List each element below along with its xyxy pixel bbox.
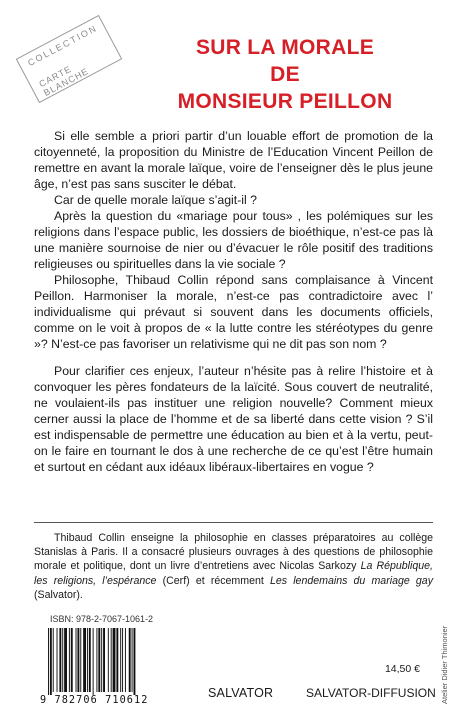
barcode-bar (57, 628, 58, 692)
barcode-bar (69, 628, 70, 692)
title-line-3: MONSIEUR PEILLON (177, 90, 393, 113)
barcode-bar (89, 628, 91, 692)
book-title (148, 34, 422, 115)
barcode-bar (122, 628, 123, 692)
blurb-paragraph-1: Si elle semble a priori partir d’un louable effort de promotion de la citoyenneté, la proposition du Ministre de l’Education Vincent Peillon de remettre en avant la morale laïque, voire de l’enseigner dès le plus jeune âge, n’est pas sans susciter le débat. (34, 129, 433, 191)
bio-book-2: Les lendemains du mariage gay (269, 574, 433, 587)
barcode-digits: 9 782706 710612 (40, 695, 172, 706)
isbn: ISBN: 978-2-7067-1061-2 (50, 614, 154, 624)
bio-text: Thibaud Collin enseigne la philosophie en classes préparatoires au collège Stanislas à Paris. Il a consacré plusieurs ouvrages à des questions de philosophie morale et politique, dont un livre d’entretiens avec Nicolas Sarkozy (34, 532, 433, 573)
blurb-paragraph-4: Philosophe, Thibaud Collin répond sans complaisance à Vincent Peillon. Harmoniser la morale, n’est-ce pas contradictoire avec l’ individualisme qui prévaut si souvent dans les documents officiels, comme on le voit à propos de « la lutte contre les stéréotypes du genre »? N’est-ce pas favoriser un relativisme qui ne dit pas son nom ? (34, 273, 433, 351)
distributor-name: SALVATOR-DIFFUSION (306, 686, 436, 700)
blurb-paragraph-2: Car de quelle morale laïque s’agit-il ? (54, 193, 258, 207)
collection-label: COLLECTION (26, 22, 100, 69)
barcode-bar (62, 628, 63, 692)
price: 14,50 € (384, 663, 420, 675)
bio-publisher-1: (Cerf) et récemment (156, 574, 270, 587)
barcode-bars (46, 628, 164, 698)
barcode-bar (96, 628, 97, 692)
collection-badge (16, 15, 122, 103)
barcode-bar (125, 628, 126, 692)
barcode-bar (59, 628, 61, 692)
barcode-bar (116, 628, 118, 692)
barcode-bar (77, 628, 79, 692)
barcode-bar (64, 628, 67, 692)
blurb-paragraph-5: Pour clarifier ces enjeux, l’auteur n’hésite pas à relire l’histoire et à convoquer les pères fondateurs de la laïcité. Sous couvert de neutralité, ne voulaient-ils pas instituer une religion nouvelle? Comment mieux cerner aussi la place de l’homme et de sa liberté dans cette vision ? S’il est indispensable de permettre une éducation au bien et à la vertu, peut-on le faire en tournant le dos à une recherche de ce qu’est l’être humain et surtout en cédant aux idéaux libéraux-libertaires en vogue ? (34, 364, 433, 474)
bio-book-1: La République, les religions, l’espérance (34, 560, 434, 587)
author-bio-text (34, 531, 433, 602)
barcode-bar (48, 628, 49, 698)
barcode-bar (101, 628, 102, 692)
blurb (34, 128, 433, 475)
design-credit: Atelier Didier Thimonier (440, 625, 449, 704)
barcode-bar (83, 628, 86, 692)
author-bio (34, 531, 433, 602)
barcode-bar (111, 628, 112, 692)
barcode-bar (113, 628, 116, 692)
barcode-bar (120, 628, 121, 692)
barcode-bar (132, 628, 133, 692)
barcode-bar (108, 628, 109, 692)
barcode-bar (76, 628, 77, 692)
barcode-bar (87, 628, 88, 692)
barcode-bar (134, 628, 136, 698)
barcode-bar (50, 628, 52, 698)
title-line-1: SUR LA MORALE (195, 36, 375, 59)
bio-publisher-2: (Salvator). (34, 588, 83, 601)
barcode-bar (129, 628, 131, 692)
publisher-name: SALVATOR (208, 686, 274, 700)
collection-name: CARTE BLANCHE (37, 63, 91, 99)
divider (34, 522, 433, 523)
barcode-bar (98, 628, 100, 692)
blurb-paragraph-3: Après la question du «mariage pour tous» , les polémiques sur les religions dans l’espace public, les dossiers de bioéthique, n’est-ce pas là une manière sournoise de nier ou d’évacuer le rôle positif des traditions religieuses ou spirituelles dans la vie sociale ? (34, 209, 433, 271)
barcode-bar (103, 628, 105, 692)
barcode-bar (93, 628, 94, 698)
barcode-bar (71, 628, 73, 692)
barcode-bar (80, 628, 81, 692)
title-line-2: DE (270, 63, 300, 86)
barcode-bar (53, 628, 54, 692)
